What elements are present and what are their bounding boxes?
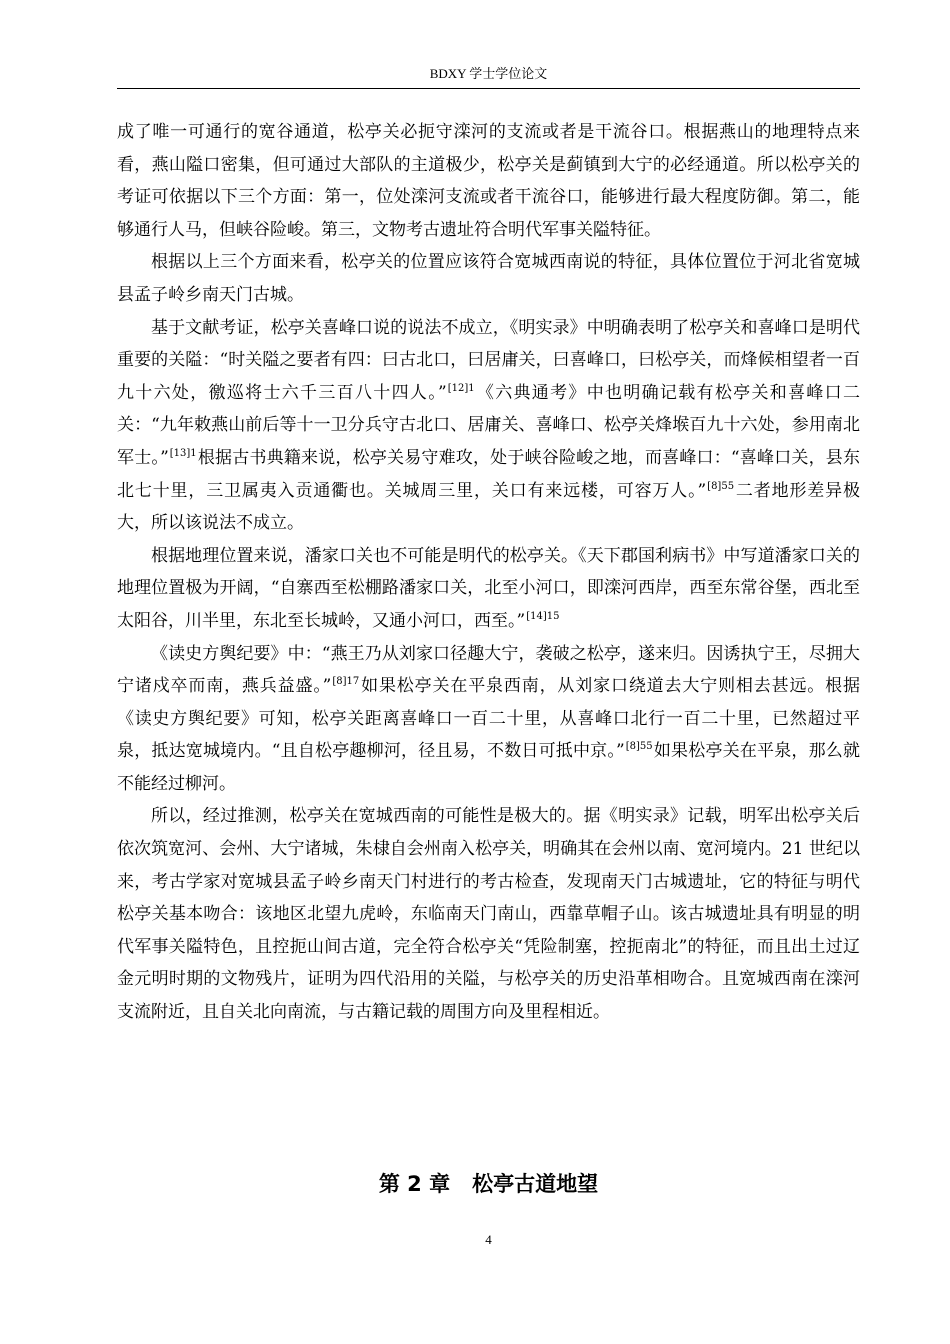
paragraph: [117, 638, 860, 801]
header-rule: [117, 88, 860, 89]
chapter-heading: [117, 1166, 860, 1202]
paragraph: [117, 312, 860, 540]
paragraph-text: 基于文献考证，松亭关喜峰口说的说法不成立，《明实录》中明确表明了松亭关和喜峰口是明代重要的关隘：“时关隘之要者有四：曰古北口，曰居庸关，曰喜峰口，曰松亭关，而烽候相望者一百九十六处，徼巡将士六千三百八十四人。”: [117, 317, 860, 403]
chapter-number: 第 2 章: [378, 1172, 451, 1196]
citation-ref: [8]17: [332, 676, 360, 688]
running-header: BDXY 学士学位论文: [429, 66, 548, 81]
paragraph-text: 根据以上三个方面来看，松亭关的位置应该符合宽城西南说的特征，具体位置位于河北省宽城县孟子岭乡南天门古城。: [117, 252, 860, 305]
paragraph-text: 根据古书典籍来说，松亭关易守难攻，处于峡谷险峻之地，而喜峰口：“喜峰口关，县东北七十里，三卫属夷入贡通衢也。关城周三里，关口有来远楼，可容万人。”: [117, 447, 860, 501]
paragraph: [117, 800, 860, 1028]
citation-ref: [13]1: [169, 447, 197, 459]
paragraph-text: 根据地理位置来说，潘家口关也不可能是明代的松亭关。《天下郡国利病书》中写道潘家口关的地理位置极为开阔，“自寨西至松棚路潘家口关，北至小河口，即滦河西岸，西至东常谷堡，西北至太阳谷，川半里，东北至长城岭，又通小河口，西至。”: [117, 545, 860, 631]
paragraph-text: 如果松亭关在平泉西南，从刘家口绕道去大宁则相去甚远。根据《读史方舆纪要》可知，松亭关距离喜峰口一百二十里，从喜峰口北行一百二十里，已然超过平泉，抵达宽城境内。“且自松亭趣柳河，径且易，不数日可抵中京。”: [117, 676, 860, 762]
paragraph: [117, 540, 860, 638]
paragraph: [117, 246, 860, 311]
paragraph-text: 所以，经过推测，松亭关在宽城西南的可能性是极大的。据《明实录》记载，明军出松亭关后依次筑宽河、会州、大宁诸城，朱棣自会州南入松亭关，明确其在会州以南、宽河境内。21 世纪以来，考古学家对宽城县孟子岭乡南天门村进行的考古检查，发现南天门古城遗址，它的特征与明代松亭关基本吻合：该地区北望九虎岭，东临南天门南山，西靠草帽子山。该古城遗址具有明显的明代军事关隘特色，且控扼山间古道，完全符合松亭关“凭险制塞，控扼南北”的特征，而且出土过辽金元明时期的文物残片，证明为四代沿用的关隘，与松亭关的历史沿革相吻合。且宽城西南在滦河支流附近，且自关北向南流，与古籍记载的周围方向及里程相近。: [117, 806, 860, 1023]
paragraph-text: 《读史方舆纪要》中：“燕王乃从刘家口径趣大宁，袭破之松亭，遂来归。因诱执宁王，尽拥大宁诸戍卒而南，燕兵益盛。”: [117, 643, 860, 697]
paragraph-text: 二者地形差异极大，所以该说法不成立。: [117, 480, 860, 534]
citation-ref: [14]15: [526, 610, 560, 622]
paragraph-text: 如果松亭关在平泉，那么就不能经过柳河。: [117, 741, 861, 794]
body-text: [117, 116, 860, 1029]
chapter-title: 松亭古道地望: [472, 1172, 599, 1196]
citation-ref: [8]55: [625, 741, 653, 753]
citation-ref: [12]1: [447, 382, 475, 394]
citation-ref: [8]55: [707, 480, 735, 492]
page-number: 4: [485, 1232, 492, 1247]
paragraph-text: 《六典通考》中也明确记载有松亭关和喜峰口二关：“九年敕燕山前后等十一卫分兵守古北口、居庸关、喜峰口、松亭关烽堠百九十六处，参用南北军士。”: [117, 382, 860, 468]
paragraph: [117, 116, 860, 246]
paragraph-text: 成了唯一可通行的宽谷通道，松亭关必扼守滦河的支流或者是干流谷口。根据燕山的地理特点来看，燕山隘口密集，但可通过大部队的主道极少，松亭关是蓟镇到大宁的必经通道。所以松亭关的考证可依据以下三个方面：第一，位处滦河支流或者干流谷口，能够进行最大程度防御。第二，能够通行人马，但峡谷险峻。第三，文物考古遗址符合明代军事关隘特征。: [117, 122, 860, 240]
